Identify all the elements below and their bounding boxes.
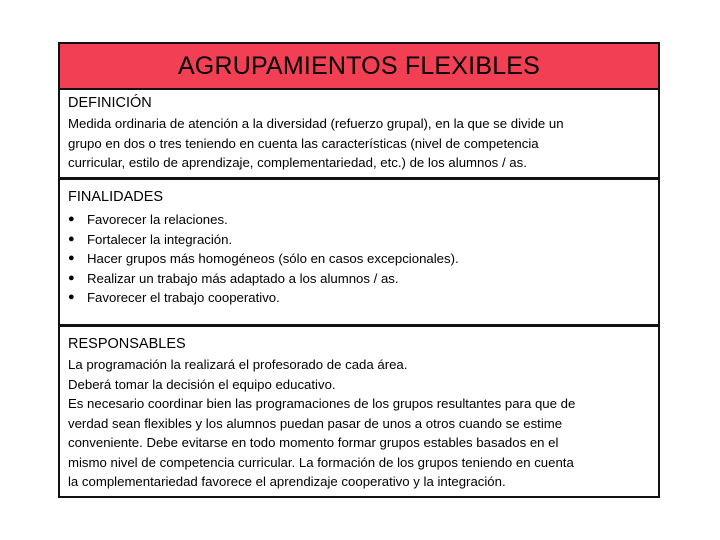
- content-table: [58, 42, 660, 498]
- responsables-line: la complementariedad favorece el aprendizaje cooperativo y la integración.: [68, 474, 506, 489]
- responsables-section: [60, 330, 658, 496]
- list-item: [68, 249, 650, 269]
- title-banner: [60, 44, 658, 90]
- finalidades-section: [60, 183, 658, 327]
- responsables-line: conveniente. Debe evitarse en todo momento formar grupos estables basados en el: [68, 435, 559, 450]
- finalidad-text: Favorecer la relaciones.: [87, 212, 228, 227]
- bullet-icon: ●: [68, 252, 75, 264]
- finalidad-text: Fortalecer la integración.: [87, 231, 233, 247]
- bullet-icon: ●: [68, 271, 75, 284]
- page-title: AGRUPAMIENTOS FLEXIBLES: [177, 51, 541, 80]
- finalidades-list: [68, 210, 650, 308]
- list-item: [68, 269, 650, 289]
- definicion-line: Medida ordinaria de atención a la diversidad (refuerzo grupal), en la que se divide un: [68, 116, 564, 131]
- finalidad-text: Hacer grupos más homogéneos (sólo en casos excepcionales).: [87, 251, 459, 266]
- finalidad-text: Realizar un trabajo más adaptado a los alumnos / as.: [87, 270, 399, 286]
- definicion-heading: DEFINICIÓN: [68, 95, 152, 111]
- list-item: [68, 288, 650, 308]
- definicion-line: grupo en dos o tres teniendo en cuenta las características (nivel de competencia: [68, 135, 539, 151]
- responsables-heading: RESPONSABLES: [68, 336, 186, 352]
- list-item: [68, 230, 650, 250]
- responsables-line: La programación la realizará el profesorado de cada área.: [68, 357, 408, 372]
- responsables-line: Deberá tomar la decisión el equipo educativo.: [68, 376, 336, 392]
- responsables-line: mismo nivel de competencia curricular. La formación de los grupos teniendo en cuenta: [68, 454, 574, 470]
- definicion-line: curricular, estilo de aprendizaje, complementariedad, etc.) de los alumnos / as.: [68, 155, 527, 170]
- bullet-icon: ●: [68, 291, 75, 303]
- finalidades-heading: FINALIDADES: [68, 189, 164, 205]
- definicion-section: [60, 90, 658, 180]
- list-item: [68, 210, 650, 230]
- responsables-line: Es necesario coordinar bien las programaciones de los grupos resultantes para que de: [68, 396, 576, 411]
- bullet-icon: ●: [68, 232, 75, 245]
- responsables-line: verdad sean flexibles y los alumnos puedan pasar de unos a otros cuando se estime: [68, 415, 563, 431]
- finalidad-text: Favorecer el trabajo cooperativo.: [87, 290, 280, 305]
- bullet-icon: ●: [68, 213, 75, 225]
